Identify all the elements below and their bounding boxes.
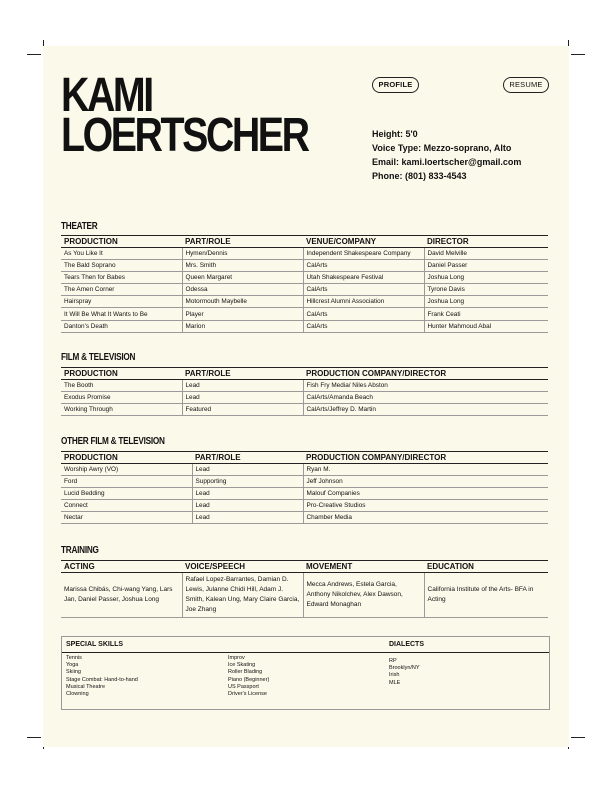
- table-row: [61, 272, 548, 284]
- table-cell: Independent Shakespeare Company: [303, 248, 424, 260]
- column-header: MOVEMENT: [303, 561, 424, 573]
- table-cell: Hunter Mahmoud Abal: [424, 320, 548, 332]
- list-item: Ice Skating: [228, 662, 256, 669]
- table-cell: Queen Margaret: [182, 272, 303, 284]
- crop-mark: [27, 54, 41, 55]
- table-row: [61, 248, 548, 260]
- table-cell: Marion: [182, 320, 303, 332]
- table-cell: As You Like It: [61, 248, 182, 260]
- column-header: PRODUCTION COMPANY/DIRECTOR: [303, 452, 548, 464]
- list-item: Musical Theatre: [66, 683, 106, 690]
- table-row: [61, 476, 548, 488]
- table-cell: Worship Awry (VO): [61, 464, 192, 476]
- table-cell: Exodus Promise: [61, 392, 182, 404]
- column-header: VENUE/COMPANY: [303, 236, 424, 248]
- column-header: VOICE/SPEECH: [182, 561, 303, 573]
- table-row: [61, 404, 548, 416]
- table-row: [61, 500, 548, 512]
- table-cell: Frank Ceati: [424, 308, 548, 320]
- column-header: EDUCATION: [424, 561, 548, 573]
- table-row: [61, 284, 548, 296]
- list-item: Roller Blading: [228, 669, 263, 676]
- resume-button[interactable]: RESUME: [503, 77, 549, 93]
- table-row: [61, 380, 548, 392]
- table-cell: Featured: [182, 404, 303, 416]
- table-row: [61, 296, 548, 308]
- table-cell: Hymen/Dennis: [182, 248, 303, 260]
- film-table: [61, 367, 548, 416]
- table-cell: Lead: [192, 512, 303, 524]
- table-cell: Joshua Long: [424, 272, 548, 284]
- column-header: PRODUCTION COMPANY/DIRECTOR: [303, 368, 548, 380]
- theater-table: [61, 235, 548, 333]
- training-table: [61, 560, 548, 618]
- table-cell: It Will Be What It Wants to Be: [61, 308, 182, 320]
- column-header: PRODUCTION: [61, 452, 192, 464]
- training-cell: California Institute of the Arts- BFA in Acting: [424, 573, 548, 618]
- training-heading: TRAINING: [61, 545, 99, 556]
- crop-mark: [571, 54, 585, 55]
- list-item: Driver's License: [228, 691, 267, 698]
- table-row: [61, 320, 548, 332]
- table-cell: Jeff Johnson: [303, 476, 548, 488]
- profile-button[interactable]: PROFILE: [372, 77, 419, 93]
- dialects-heading: DIALECTS: [389, 641, 424, 648]
- crop-mark: [27, 737, 41, 738]
- table-cell: Nectar: [61, 512, 192, 524]
- column-header: DIRECTOR: [424, 236, 548, 248]
- contact-info: [372, 127, 521, 183]
- table-row: [61, 464, 548, 476]
- list-item: MLE: [389, 679, 401, 686]
- training-cell: Mecca Andrews, Estela Garcia, Anthony Nikolchev, Alex Dawson, Edward Monaghan: [303, 573, 424, 618]
- table-row: [61, 488, 548, 500]
- height-text: Height: 5'0: [372, 129, 418, 139]
- table-cell: The Bald Soprano: [61, 260, 182, 272]
- column-header: PART/ROLE: [182, 236, 303, 248]
- list-item: Clowning: [66, 691, 89, 698]
- table-cell: CalArts: [303, 308, 424, 320]
- table-cell: Lead: [182, 380, 303, 392]
- name-last: LOERTSCHER: [61, 109, 308, 162]
- table-cell: Malouf Companies: [303, 488, 548, 500]
- table-cell: Tyrone Davis: [424, 284, 548, 296]
- skills-list-1: [66, 655, 138, 698]
- training-cell: Rafael Lopez-Barrantes, Damian D. Lewis, Julanne Chidi Hill, Adam J. Smith, Kalean Ung, Mary Claire Garcia, Joe Zhang: [182, 573, 303, 618]
- film-heading: FILM & TELEVISION: [61, 352, 136, 363]
- list-item: Improv: [228, 655, 245, 661]
- table-cell: Mrs. Smith: [182, 260, 303, 272]
- list-item: US Passport: [228, 683, 259, 690]
- table-cell: Ford: [61, 476, 192, 488]
- table-cell: Odessa: [182, 284, 303, 296]
- column-header: PRODUCTION: [61, 368, 182, 380]
- table-cell: Motormouth Maybelle: [182, 296, 303, 308]
- dialects-list: [389, 658, 420, 687]
- skills-box: [61, 636, 550, 710]
- crop-mark: [571, 737, 585, 738]
- table-cell: Ryan M.: [303, 464, 548, 476]
- table-cell: Lead: [192, 464, 303, 476]
- email-link[interactable]: Email: kami.loertscher@gmail.com: [372, 157, 522, 167]
- list-item: Piano (Beginner): [228, 676, 270, 683]
- column-header: PRODUCTION: [61, 236, 182, 248]
- other-film-heading: OTHER FILM & TELEVISION: [61, 436, 165, 447]
- table-row: [61, 308, 548, 320]
- column-header: PART/ROLE: [192, 452, 303, 464]
- table-cell: Lead: [192, 488, 303, 500]
- table-cell: CalArts: [303, 320, 424, 332]
- table-cell: Fish Fry Media/ Niles Abston: [303, 380, 548, 392]
- list-item: Irish: [389, 672, 400, 679]
- table-cell: David Melville: [424, 248, 548, 260]
- skills-heading: SPECIAL SKILLS: [66, 641, 124, 648]
- table-cell: Working Through: [61, 404, 182, 416]
- list-item: Skiing: [66, 669, 81, 676]
- table-cell: Lucid Bedding: [61, 488, 192, 500]
- list-item: Brooklyn/NY: [389, 665, 420, 672]
- list-item: Stage Combat: Hand-to-hand: [66, 676, 138, 683]
- table-cell: The Booth: [61, 380, 182, 392]
- table-cell: Joshua Long: [424, 296, 548, 308]
- list-item: RP: [389, 658, 397, 664]
- table-row: [61, 260, 548, 272]
- table-cell: CalArts: [303, 284, 424, 296]
- table-cell: CalArts/Amanda Beach: [303, 392, 548, 404]
- table-cell: Chamber Media: [303, 512, 548, 524]
- table-cell: The Amen Corner: [61, 284, 182, 296]
- training-cell: Marissa Chibás, Chi-wang Yang, Lars Jan, Daniel Passer, Joshua Long: [61, 573, 182, 618]
- table-cell: Pro-Creative Studios: [303, 500, 548, 512]
- other-film-table: [61, 451, 548, 524]
- table-row: [61, 512, 548, 524]
- table-row: [61, 392, 548, 404]
- table-cell: Player: [182, 308, 303, 320]
- skills-list-2: [228, 655, 269, 698]
- table-cell: Danton's Death: [61, 320, 182, 332]
- table-cell: Supporting: [192, 476, 303, 488]
- table-cell: Hairspray: [61, 296, 182, 308]
- divider: [62, 652, 549, 653]
- table-cell: Connect: [61, 500, 192, 512]
- table-cell: Utah Shakespeare Festival: [303, 272, 424, 284]
- table-cell: Daniel Passer: [424, 260, 548, 272]
- list-item: Tennis: [66, 655, 82, 661]
- phone-link[interactable]: Phone: (801) 833-4543: [372, 171, 467, 181]
- table-cell: Tears Then for Babes: [61, 272, 182, 284]
- table-cell: CalArts/Jeffrey D. Martin: [303, 404, 548, 416]
- table-cell: Lead: [192, 500, 303, 512]
- table-cell: Hillcrest Alumni Association: [303, 296, 424, 308]
- table-cell: Lead: [182, 392, 303, 404]
- page-title: [61, 69, 308, 162]
- resume-page: [43, 46, 569, 747]
- list-item: Yoga: [66, 662, 79, 669]
- table-row: [61, 573, 548, 618]
- name-first: KAMI: [61, 69, 152, 122]
- column-header: ACTING: [61, 561, 182, 573]
- theater-heading: THEATER: [61, 221, 98, 232]
- column-header: PART/ROLE: [182, 368, 303, 380]
- voice-type-text: Voice Type: Mezzo-soprano, Alto: [372, 143, 512, 153]
- table-cell: CalArts: [303, 260, 424, 272]
